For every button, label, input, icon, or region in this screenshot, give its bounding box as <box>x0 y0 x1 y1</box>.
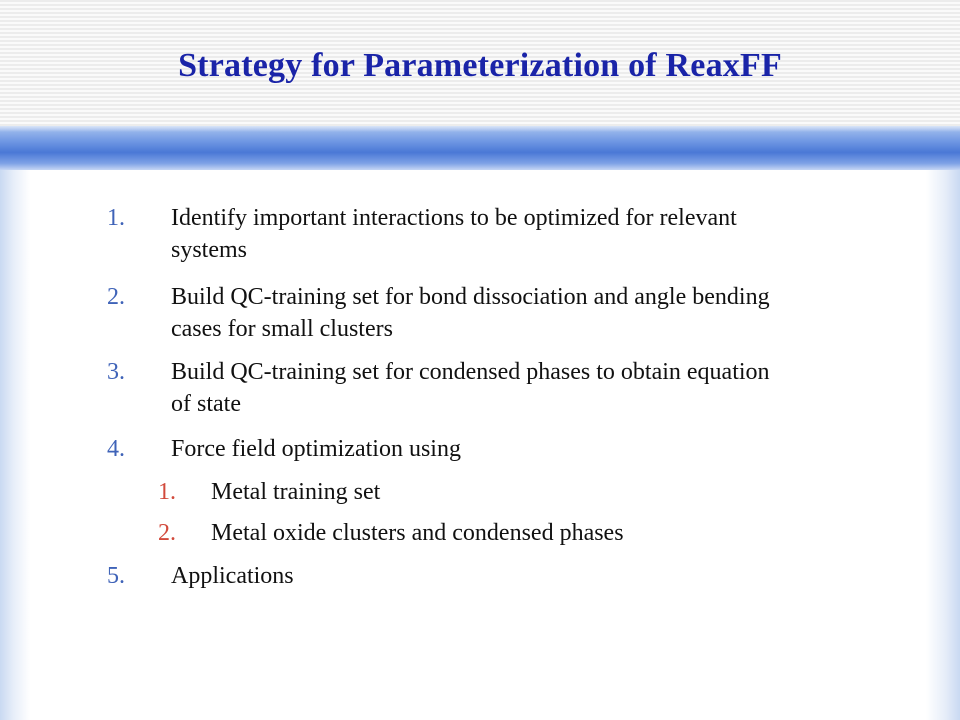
list-item-3 <box>0 356 960 420</box>
list-text-1-line2: systems <box>171 237 248 263</box>
list-text-3-line1: Build QC-training set for condensed phases to obtain equation <box>171 359 770 385</box>
sub-list-text-1: Metal training set <box>211 479 381 505</box>
list-number-4: 4. <box>107 436 125 462</box>
list-number-2: 2. <box>107 284 125 310</box>
list-text-3-line2: of state <box>171 391 241 417</box>
list-item-2 <box>0 281 960 345</box>
sub-list-item-1 <box>0 476 960 508</box>
list-text-1-line1: Identify important interactions to be optimized for relevant <box>171 205 737 231</box>
sub-list-number-2: 2. <box>158 520 176 546</box>
list-text-5: Applications <box>171 563 294 589</box>
list-item-5 <box>0 560 960 592</box>
list-item-4 <box>0 433 960 465</box>
list-number-1: 1. <box>107 205 125 231</box>
sub-list-text-2: Metal oxide clusters and condensed phases <box>211 520 624 546</box>
sub-list-number-1: 1. <box>158 479 176 505</box>
title-bar <box>0 126 960 170</box>
slide-title: Strategy for Parameterization of ReaxFF <box>178 47 782 84</box>
title-bar-shine <box>0 126 960 132</box>
list-text-2-line2: cases for small clusters <box>171 316 393 342</box>
list-number-3: 3. <box>107 359 125 385</box>
list-text-4: Force field optimization using <box>171 436 461 462</box>
sub-list-item-2 <box>0 517 960 549</box>
list-number-5: 5. <box>107 563 125 589</box>
list-text-2-line1: Build QC-training set for bond dissociation and angle bending <box>171 284 770 310</box>
list-item-1 <box>0 202 960 266</box>
